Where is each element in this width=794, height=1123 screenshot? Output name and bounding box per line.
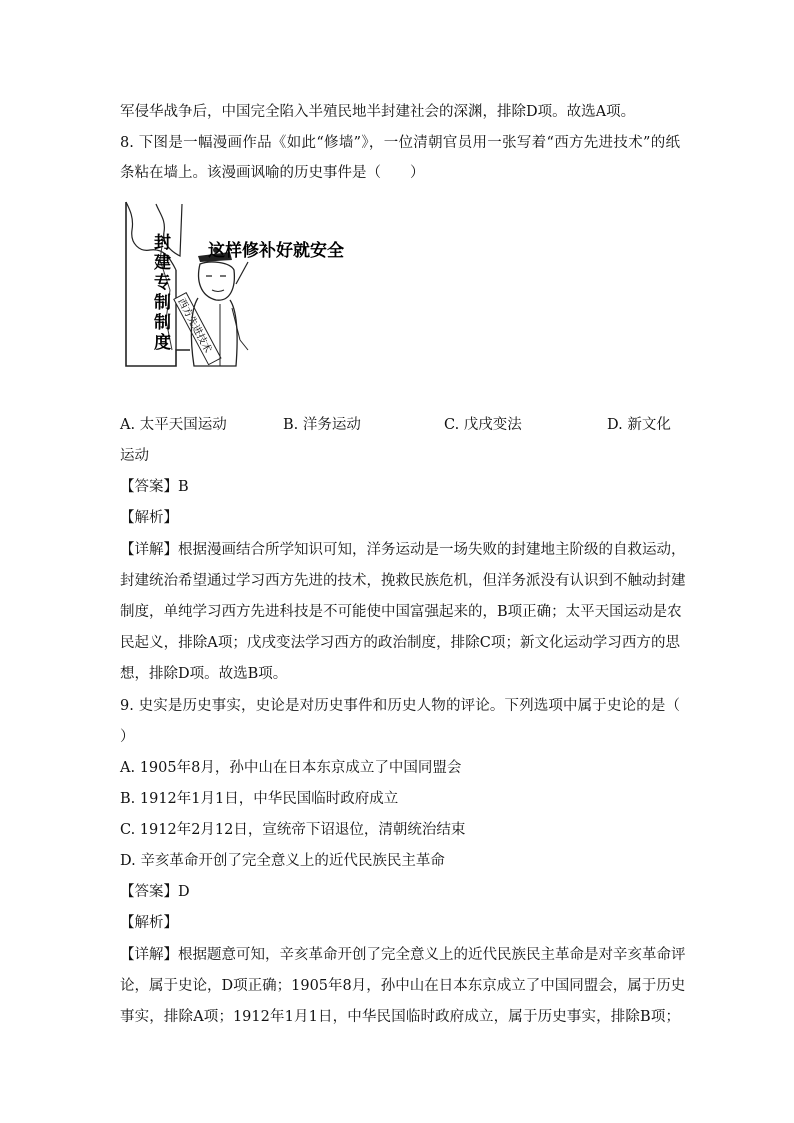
cartoon-caption: 这样修补好就安全 — [208, 241, 344, 261]
q9-answer: 【答案】D — [120, 884, 190, 900]
wall-char: 建 — [154, 253, 171, 273]
q9-option-a: A. 1905年8月，孙中山在日本东京成立了中国同盟会 — [120, 760, 462, 776]
q8-detail-line: 民起义，排除A项；戊戌变法学习西方的政治制度，排除C项；新文化运动学习西方的思 — [120, 635, 681, 651]
q8-option-d: D. 新文化 — [607, 417, 671, 433]
q9-analysis-label: 【解析】 — [120, 915, 178, 931]
wall-char: 专 — [154, 273, 171, 293]
q8-detail-line: 【详解】根据漫画结合所学知识可知，洋务运动是一场失败的封建地主阶级的自救运动， — [120, 542, 686, 558]
wall-char: 制 — [154, 313, 171, 333]
q8-option-b: B. 洋务运动 — [283, 417, 361, 433]
q8-detail-line: 制度，单纯学习西方先进科技是不可能使中国富强起来的，B项正确；太平天国运动是农 — [120, 604, 682, 620]
q8-analysis-label: 【解析】 — [120, 510, 178, 526]
q9-option-c: C. 1912年2月12日，宣统帝下诏退位，清朝统治结束 — [120, 822, 466, 838]
q9-option-b: B. 1912年1月1日，中华民国临时政府成立 — [120, 791, 399, 807]
q9-detail-line: 事实，排除A项；1912年1月1日，中华民国临时政府成立，属于历史事实，排除B项； — [120, 1009, 680, 1025]
q8-detail-line: 封建统治希望通过学习西方先进的技术，挽救民族危机，但洋务派没有认识到不触动封建 — [120, 573, 686, 589]
q8-option-c: C. 戊戌变法 — [444, 417, 522, 433]
cartoon-image — [120, 200, 360, 370]
question-8-stem: 8. 下图是一幅漫画作品《如此“修墙”》，一位清朝官员用一张写着“西方先进技术”的纸 — [120, 135, 680, 151]
wall-char: 制 — [154, 293, 171, 313]
q8-detail-line: 想，排除D项。故选B项。 — [120, 666, 288, 682]
wall-char: 封 — [154, 233, 171, 253]
question-9-stem: 9. 史实是历史事实，史论是对历史事件和历史人物的评论。下列选项中属于史论的是（ — [120, 698, 680, 714]
q9-detail-line: 【详解】根据题意可知，辛亥革命开创了完全意义上的近代民族民主革命是对辛亥革命评 — [120, 947, 686, 963]
q8-option-a: A. 太平天国运动 — [120, 417, 227, 433]
q8-answer: 【答案】B — [120, 479, 189, 495]
question-9-stem-cont: ） — [120, 729, 135, 745]
q9-detail-line: 论，属于史论，D项正确；1905年8月，孙中山在日本东京成立了中国同盟会，属于历史 — [120, 978, 686, 994]
paper-strip-text: 西方先进技术 — [175, 296, 214, 355]
q8-option-d-cont: 运动 — [120, 448, 149, 464]
wall-char: 度 — [154, 333, 171, 353]
text-line: 军侵华战争后，中国完全陷入半殖民地半封建社会的深渊，排除D项。故选A项。 — [120, 104, 636, 120]
q9-option-d: D. 辛亥革命开创了完全意义上的近代民族民主革命 — [120, 853, 445, 869]
question-8-stem-cont: 条粘在墙上。该漫画讽喻的历史事件是（ ） — [120, 165, 425, 181]
